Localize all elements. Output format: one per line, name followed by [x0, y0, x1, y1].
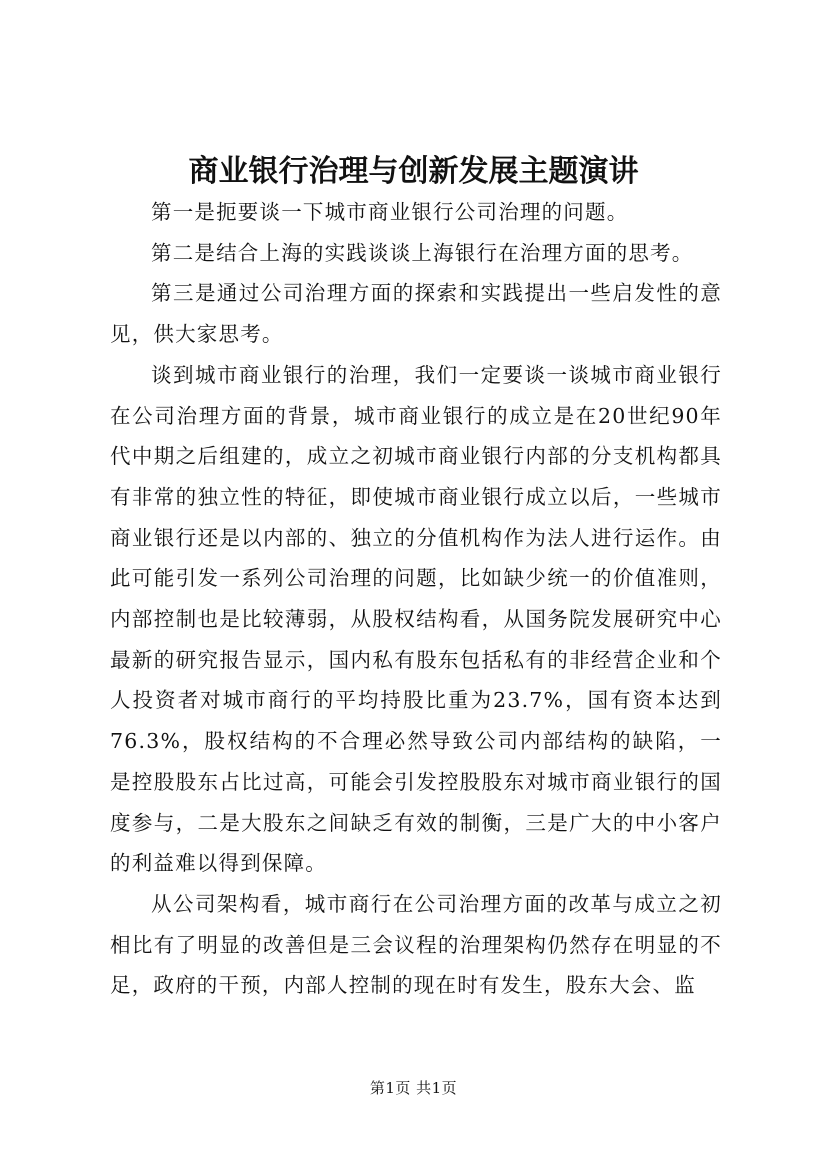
paragraph-1: 第一是扼要谈一下城市商业银行公司治理的问题。	[151, 200, 629, 224]
paragraph-4: 谈到城市商业银行的治理，我们一定要谈一谈城市商业银行在公司治理方面的背景，城市商业银行的成立是在20世纪90年代中期之后组建的，成立之初城市商业银行内部的分支机构都具有非常的独立性的特征，即使城市商业银行成立以后，一些城市商业银行还是以内部的、独立的分值机构作为法人进行运作。由此可能引发一系列公司治理的问题，比如缺少统一的价值准则，内部控制也是比较薄弱，从股权结构看，从国务院发展研究中心最新的研究报告显示，国内私有股东包括私有的非经营企业和个人投资者对城市商行的平均持股比重为23.7%，国有资本达到76.3%，股权结构的不合理必然导致公司内部结构的缺陷，一是控股股东占比过高，可能会引发控股股东对城市商业银行的国度参与，二是大股东之间缺乏有效的制衡，三是广大的中小客户的利益难以得到保障。	[110, 362, 722, 876]
page-footer: 第1页 共1页	[369, 1079, 458, 1097]
paragraph-3: 第三是通过公司治理方面的探索和实践提出一些启发性的意见，供大家思考。	[110, 281, 722, 347]
document-title: 商业银行治理与创新发展主题演讲	[188, 154, 639, 189]
document-body	[110, 192, 722, 1006]
paragraph-2: 第二是结合上海的实践谈谈上海银行在治理方面的思考。	[151, 240, 694, 265]
paragraph-5: 从公司架构看，城市商行在公司治理方面的改革与成立之初相比有了明显的改善但是三会议程的治理架构仍然存在明显的不足，政府的干预，内部人控制的现在时有发生，股东大会、监	[110, 891, 722, 998]
